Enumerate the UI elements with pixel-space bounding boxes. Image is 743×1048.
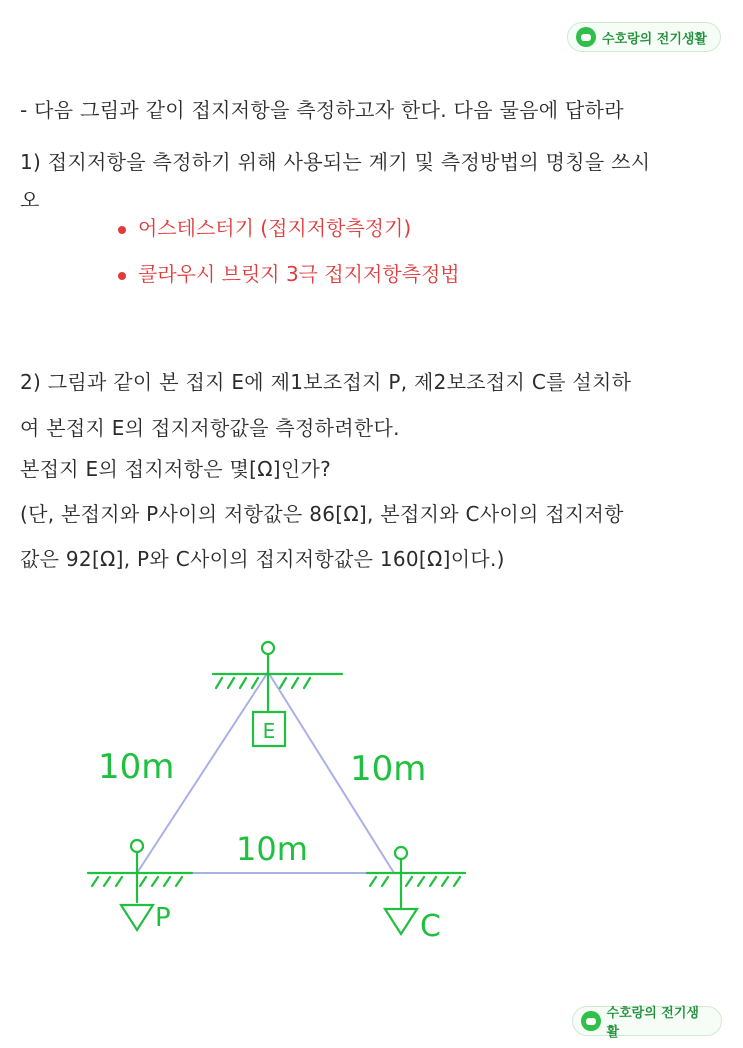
electrode-P [88, 840, 192, 930]
question-2-line-3: 본접지 E의 접지저항은 몇[Ω]인가? [20, 457, 332, 481]
label-C: C [420, 909, 441, 944]
label-E: E [262, 719, 276, 743]
distance-bottom: 10m [236, 830, 308, 868]
label-P: P [155, 903, 171, 933]
blog-badge-bottom[interactable] [572, 1006, 722, 1040]
electrode-E [213, 642, 342, 746]
distance-right: 10m [350, 749, 427, 789]
chat-icon [576, 27, 596, 47]
grounding-diagram [0, 620, 743, 950]
question-1-line-1: 1) 접지저항을 측정하기 위해 사용되는 계기 및 측정방법의 명칭을 쓰시 [20, 150, 651, 174]
question-1-line-2: 오 [20, 188, 40, 212]
distance-left: 10m [98, 747, 175, 787]
chat-icon [581, 1011, 601, 1031]
answer-1: 어스테스터기 (접지저항측정기) [138, 216, 412, 240]
electrode-C [367, 847, 465, 934]
blog-badge-top[interactable] [567, 22, 721, 52]
question-2-line-2: 여 본접지 E의 접지저항값을 측정하려한다. [20, 416, 400, 440]
question-intro: - 다음 그림과 같이 접지저항을 측정하고자 한다. 다음 물음에 답하라 [20, 98, 624, 122]
question-2-line-5: 값은 92[Ω], P와 C사이의 접지저항값은 160[Ω]이다.) [20, 547, 505, 571]
blog-badge-label: 수호랑의 전기생활 [602, 31, 707, 47]
answer-bullet-1 [118, 226, 126, 234]
blog-badge-label: 수호랑의 전기생활 [606, 1006, 699, 1040]
answer-2: 콜라우시 브릿지 3극 접지저항측정법 [138, 262, 460, 286]
answer-bullet-2 [118, 272, 126, 280]
question-2-line-4: (단, 본접지와 P사이의 저항값은 86[Ω], 본접지와 C사이의 접지저항 [20, 502, 624, 526]
question-2-line-1: 2) 그림과 같이 본 접지 E에 제1보조접지 P, 제2보조접지 C를 설치하 [20, 370, 632, 394]
